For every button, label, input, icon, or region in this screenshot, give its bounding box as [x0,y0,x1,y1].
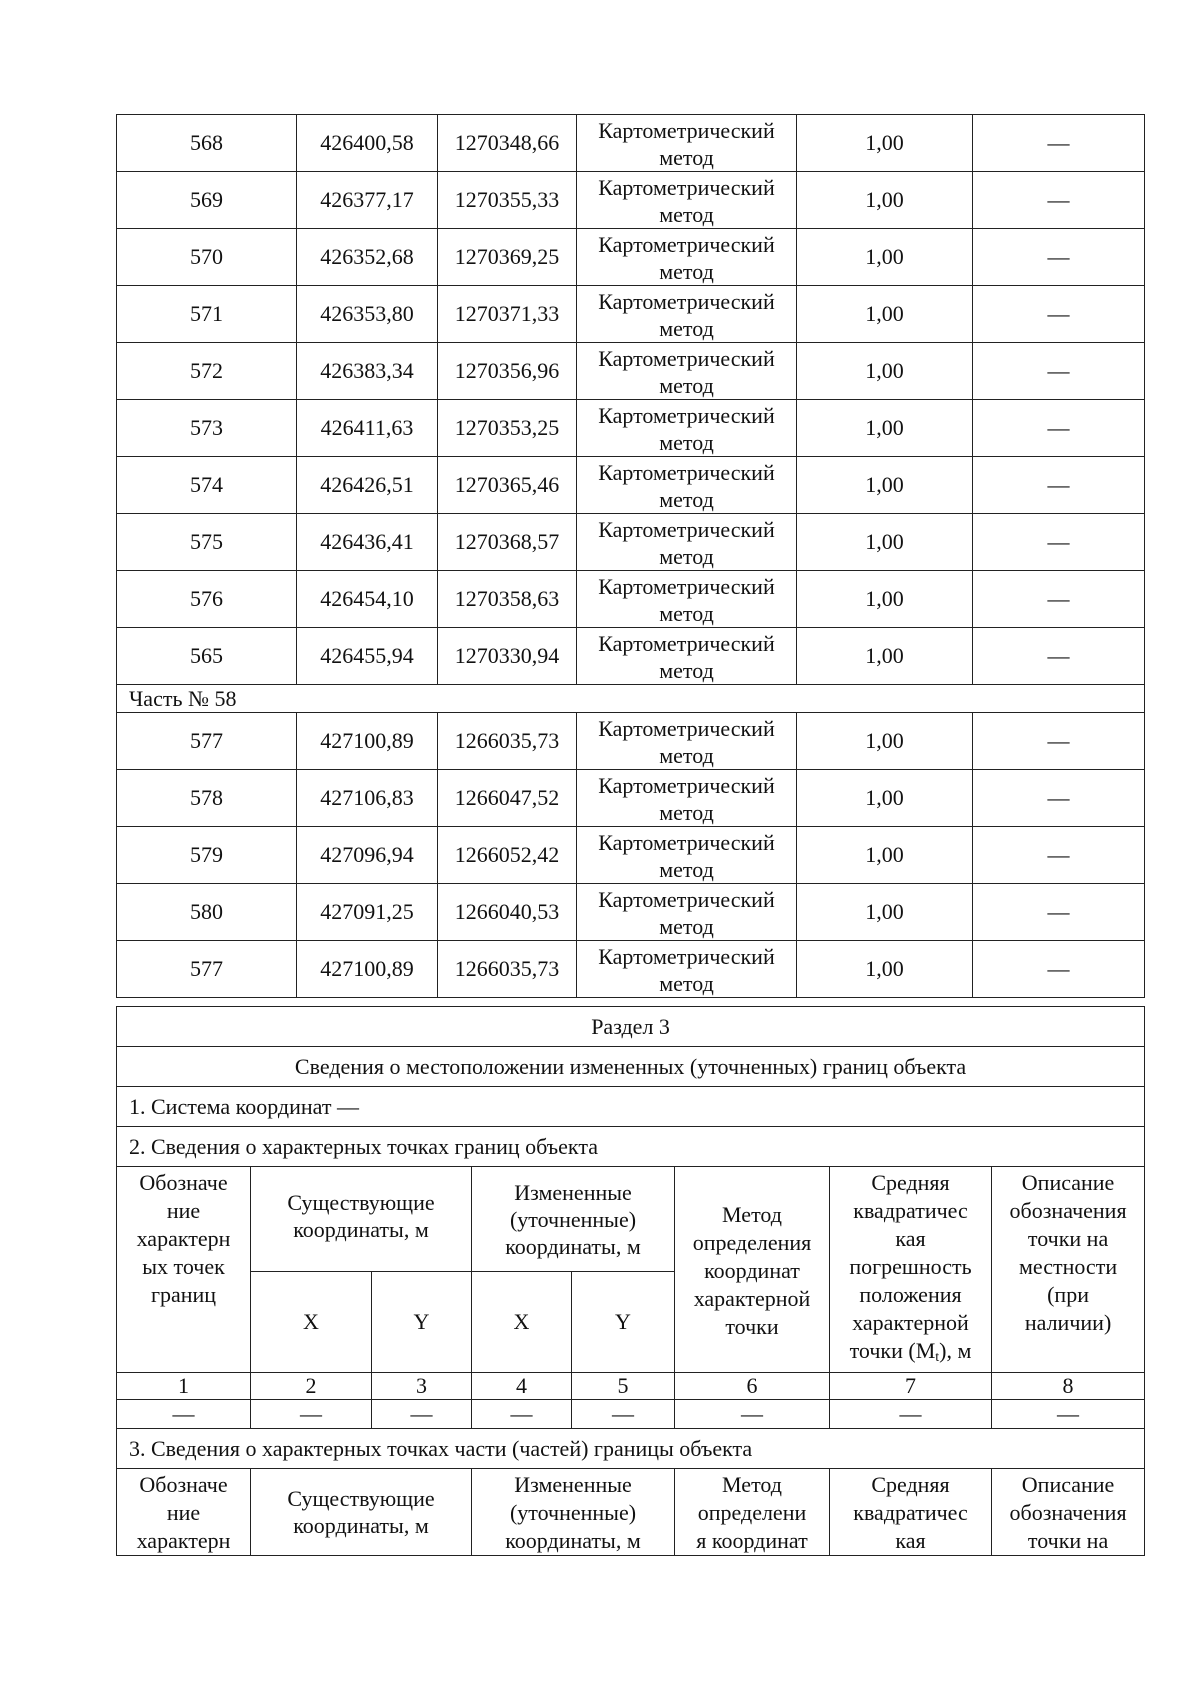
header-changed-coords [472,1167,675,1272]
header-text-line: Метод [722,1472,782,1497]
boundary-points-table [116,114,1145,998]
header-text-line: Метод [722,1201,782,1227]
accuracy: 1,00 [797,115,973,172]
empty-cell-dash: — [992,1400,1145,1429]
point-description: — [973,827,1145,884]
coord-x: 427106,83 [297,770,438,827]
method-line: Картометрический [598,943,775,969]
method-line: Картометрический [598,288,775,314]
method-line: метод [659,429,714,455]
part-points-heading: 3. Сведения о характерных точках части (частей) границы объекта [117,1429,1145,1469]
coord-y: 1270369,25 [438,229,577,286]
accuracy: 1,00 [797,628,973,685]
method-line: Картометрический [598,231,775,257]
header-b-point-designation [117,1469,251,1556]
header-text-line: Средняя [871,1170,950,1195]
header-text-line: Обозначе [139,1170,228,1195]
accuracy: 1,00 [797,514,973,571]
point-number: 579 [117,827,297,884]
accuracy: 1,00 [797,457,973,514]
point-description: — [973,457,1145,514]
method-line: Картометрический [598,886,775,912]
header-text-line: (уточненные) [509,1500,637,1525]
empty-cell-dash: — [675,1400,830,1429]
column-number: 7 [830,1373,992,1400]
empty-cell-dash: — [117,1400,251,1429]
point-description: — [973,514,1145,571]
part-58-label: Часть № 58 [117,685,1145,713]
header-text-line: обозначения [1009,1198,1127,1223]
header-text-line: Измененные [514,1179,632,1205]
method-line: Картометрический [598,772,775,798]
header-text-line: ых точек [142,1254,225,1279]
point-number: 577 [117,941,297,998]
point-row [117,827,1145,884]
point-row [117,286,1145,343]
coord-x: 426353,80 [297,286,438,343]
header-text-line: координаты, м [293,1217,429,1243]
coord-y: 1266052,42 [438,827,577,884]
column-number: 3 [372,1373,472,1400]
header-text-line: я координат [696,1528,808,1553]
coord-x: 426352,68 [297,229,438,286]
coord-x: 426455,94 [297,628,438,685]
method-line: метод [659,486,714,512]
point-row [117,770,1145,827]
coord-x: 427100,89 [297,941,438,998]
header-text-line: характерной [852,1310,969,1335]
point-number: 569 [117,172,297,229]
coord-y: 1270356,96 [438,343,577,400]
header-text-line: кая [895,1226,926,1251]
point-number: 568 [117,115,297,172]
points-table-body-b [117,713,1145,998]
header-text-line: точки на [1027,1528,1109,1553]
method-line: метод [659,657,714,683]
header-text-line: квадратичес [853,1198,968,1223]
header-text-line: Средняя [871,1472,950,1497]
method-line: метод [659,258,714,284]
point-description: — [973,884,1145,941]
method [577,713,797,770]
coord-x: 426400,58 [297,115,438,172]
header-text-line: координаты, м [293,1513,429,1538]
coord-x: 426426,51 [297,457,438,514]
section-subtitle: Сведения о местоположении измененных (уточненных) границ объекта [117,1047,1145,1087]
accuracy: 1,00 [797,172,973,229]
point-description: — [973,172,1145,229]
header-text-line: Обозначе [139,1472,228,1497]
header-text-line: кая [895,1528,926,1553]
column-number: 8 [992,1373,1145,1400]
column-number: 2 [251,1373,372,1400]
point-number: 580 [117,884,297,941]
point-row [117,713,1145,770]
accuracy: 1,00 [797,884,973,941]
method [577,343,797,400]
method [577,571,797,628]
coord-y: 1270365,46 [438,457,577,514]
accuracy: 1,00 [797,941,973,998]
accuracy: 1,00 [797,713,973,770]
header-text-line: Существующие [287,1190,435,1216]
method-line: метод [659,799,714,825]
empty-data-row [117,1400,1145,1429]
header-existing-y: Y [372,1272,472,1373]
accuracy: 1,00 [797,571,973,628]
point-row [117,571,1145,628]
header-text-line: (при [1047,1282,1089,1307]
header-text-line: характерной [693,1285,811,1311]
section-3-table [116,1006,1145,1556]
header-text-line: местности [1019,1254,1118,1279]
method [577,286,797,343]
point-row [117,172,1145,229]
point-number: 573 [117,400,297,457]
part-58-row [117,685,1145,713]
part-points-heading-row [117,1429,1145,1469]
header-text-part: точки (M [849,1338,936,1363]
method [577,514,797,571]
header-text-line: Описание [1021,1472,1115,1497]
accuracy: 1,00 [797,827,973,884]
header-text-line: обозначения [1009,1500,1127,1525]
header-text-part: ), м [939,1338,972,1363]
method-line: Картометрический [598,573,775,599]
point-number: 576 [117,571,297,628]
point-description: — [973,229,1145,286]
point-row [117,884,1145,941]
column-number: 4 [472,1373,572,1400]
header-b-accuracy [830,1469,992,1556]
method-line: метод [659,201,714,227]
point-number: 572 [117,343,297,400]
method [577,400,797,457]
empty-cell-dash: — [251,1400,372,1429]
coord-x: 426383,34 [297,343,438,400]
coord-x: 426454,10 [297,571,438,628]
header-existing-coords [251,1167,472,1272]
point-description: — [973,571,1145,628]
method [577,827,797,884]
point-description: — [973,400,1145,457]
header-description [992,1167,1145,1373]
coordinate-system-item: 1. Система координат — [117,1087,1145,1127]
empty-cell-dash: — [372,1400,472,1429]
coord-x: 426377,17 [297,172,438,229]
header-point-designation [117,1167,251,1373]
coordinate-system-row [117,1087,1145,1127]
method-line: Картометрический [598,516,775,542]
point-row [117,400,1145,457]
point-description: — [973,941,1145,998]
header-text-line: координаты, м [505,1528,641,1553]
method-line: Картометрический [598,402,775,428]
method-line: метод [659,856,714,882]
header-text-line: границ [150,1282,217,1307]
method-line: Картометрический [598,174,775,200]
coord-y: 1266047,52 [438,770,577,827]
coord-y: 1270353,25 [438,400,577,457]
coord-y: 1270368,57 [438,514,577,571]
method-line: Картометрический [598,829,775,855]
point-row [117,229,1145,286]
coord-y: 1270358,63 [438,571,577,628]
header-text-line: Измененные [514,1472,632,1497]
header-text-line: координаты, м [505,1233,641,1259]
empty-cell-dash: — [830,1400,992,1429]
coord-y: 1270348,66 [438,115,577,172]
coord-y: 1270330,94 [438,628,577,685]
point-number: 575 [117,514,297,571]
point-row [117,628,1145,685]
method-line: метод [659,543,714,569]
point-description: — [973,628,1145,685]
header-b-changed-coords [472,1469,675,1556]
method-line: метод [659,742,714,768]
header-text-line: погрешность [849,1254,972,1279]
method-line: Картометрический [598,345,775,371]
point-row [117,514,1145,571]
accuracy: 1,00 [797,229,973,286]
header-text-line: Описание [1021,1170,1115,1195]
header-text-line: характерн [136,1226,231,1251]
header-changed-y: Y [572,1272,675,1373]
header-text-line: определения [692,1229,812,1255]
accuracy: 1,00 [797,770,973,827]
header-text-line: точки [725,1313,779,1339]
coord-x: 427096,94 [297,827,438,884]
header-b-method [675,1469,830,1556]
point-description: — [973,286,1145,343]
coord-y: 1266035,73 [438,941,577,998]
boundary-points-heading-row [117,1127,1145,1167]
point-number: 565 [117,628,297,685]
point-row [117,941,1145,998]
header-text-line [830,1337,991,1372]
point-number: 577 [117,713,297,770]
method-line: метод [659,372,714,398]
header-text-line: координат [704,1257,800,1283]
coord-y: 1266040,53 [438,884,577,941]
header-text-line: Существующие [287,1486,435,1511]
accuracy: 1,00 [797,286,973,343]
point-number: 574 [117,457,297,514]
method-line: Картометрический [598,630,775,656]
method-line: Картометрический [598,459,775,485]
method [577,172,797,229]
method [577,229,797,286]
header-b-row [117,1469,1145,1556]
point-description: — [973,343,1145,400]
coord-x: 427091,25 [297,884,438,941]
header-b-existing-coords [251,1469,472,1556]
points-table-body-a [117,115,1145,685]
header-method [675,1167,830,1373]
column-numbers-row [117,1373,1145,1400]
header-accuracy [830,1167,992,1373]
section-title: Раздел 3 [117,1007,1145,1047]
point-number: 578 [117,770,297,827]
header-subscript: t [935,1350,940,1365]
coord-y: 1270371,33 [438,286,577,343]
method [577,457,797,514]
method-line: метод [659,970,714,996]
method-line: Картометрический [598,715,775,741]
column-number: 1 [117,1373,251,1400]
column-number: 6 [675,1373,830,1400]
accuracy: 1,00 [797,400,973,457]
empty-cell-dash: — [572,1400,675,1429]
point-description: — [973,713,1145,770]
coord-x: 427100,89 [297,713,438,770]
point-description: — [973,115,1145,172]
header-b-description [992,1469,1145,1556]
accuracy: 1,00 [797,343,973,400]
method-line: метод [659,144,714,170]
point-number: 570 [117,229,297,286]
coord-y: 1266035,73 [438,713,577,770]
method [577,770,797,827]
point-description: — [973,770,1145,827]
method [577,884,797,941]
header-text-line: квадратичес [853,1500,968,1525]
method-line: метод [659,315,714,341]
header-changed-x: X [472,1272,572,1373]
method-line: метод [659,913,714,939]
point-row [117,343,1145,400]
header-text-line: ние [166,1198,201,1223]
method [577,115,797,172]
point-row [117,115,1145,172]
method [577,628,797,685]
header-text-line: (уточненные) [509,1206,637,1232]
method-line: Картометрический [598,117,775,143]
section-3-subtitle-row [117,1047,1145,1087]
point-number: 571 [117,286,297,343]
coord-x: 426411,63 [297,400,438,457]
method-line: метод [659,600,714,626]
header-text-line: определени [697,1500,807,1525]
part-58-section [117,685,1145,713]
header-existing-x: X [251,1272,372,1373]
empty-cell-dash: — [472,1400,572,1429]
coord-x: 426436,41 [297,514,438,571]
column-number: 5 [572,1373,675,1400]
coord-y: 1270355,33 [438,172,577,229]
header-text-line: наличии) [1024,1310,1112,1335]
header-text-line: положения [859,1282,962,1307]
header-text-line: характерн [136,1528,231,1553]
method [577,941,797,998]
header-text-line: ние [166,1500,201,1525]
point-row [117,457,1145,514]
header-text-line: точки на [1027,1226,1109,1251]
boundary-points-heading: 2. Сведения о характерных точках границ объекта [117,1127,1145,1167]
header-row-1 [117,1167,1145,1272]
section-3-title-row [117,1007,1145,1047]
